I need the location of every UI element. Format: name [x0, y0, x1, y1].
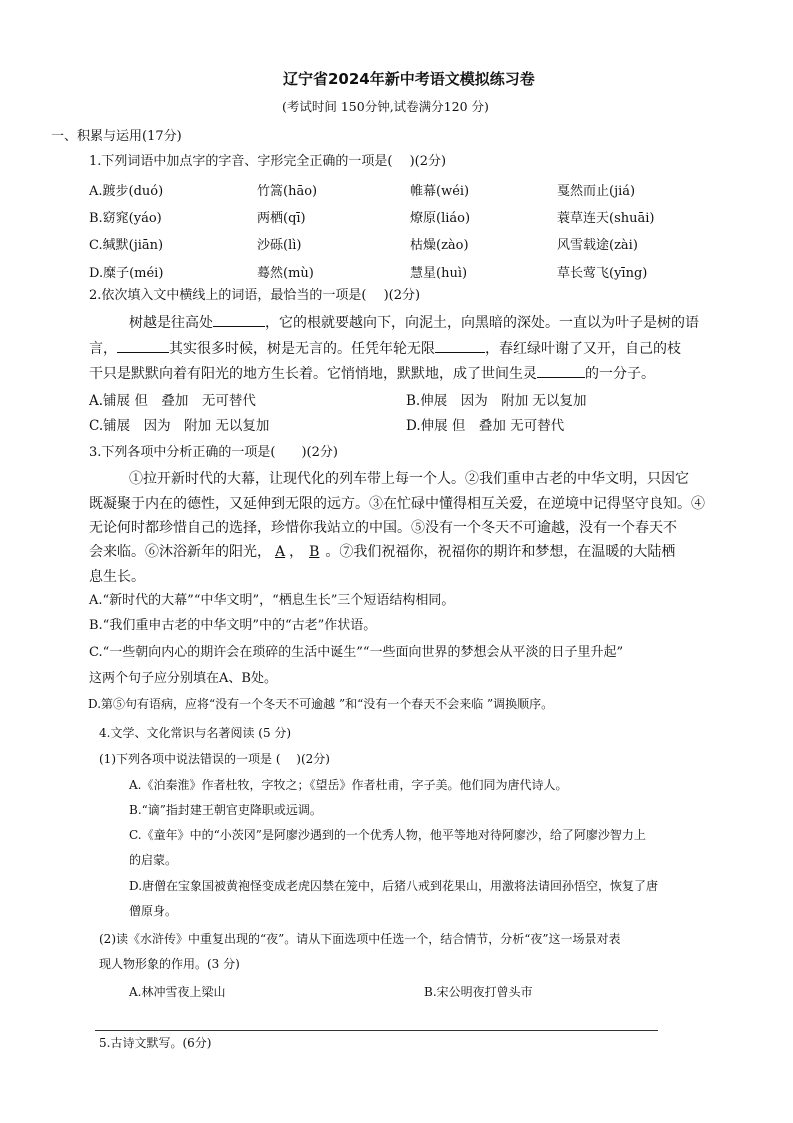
option-cell: 蓑草连天(shuāi) [557, 211, 655, 226]
option-b: B.宋公明夜打曾头市 [424, 985, 533, 999]
option-a: A.林冲雪夜上梁山 [129, 985, 226, 999]
section-heading: 一、积累与运用(17分) [51, 129, 182, 144]
option-cell: 戛然而止(jiá) [557, 184, 636, 199]
option-a: A.铺展 但 叠加 无可替代 [89, 393, 256, 409]
option-cell: 风雪载途(zài) [557, 238, 638, 253]
option-c: C.铺展 因为 附加 无以复加 [89, 418, 270, 434]
option-d: D.第⑤句有语病，应将“没有一个冬天不可逾越 ”和“没有一个春天不会来临 ”调换顺序。 [88, 697, 554, 711]
option-cell: 帷幕(wéi) [410, 184, 470, 199]
option-cell: 草长莺飞(yīng) [557, 266, 648, 281]
fill-blank [213, 314, 265, 327]
question-4-sub2-cont: 现人物形象的作用。(3 分) [99, 957, 240, 971]
passage-line [129, 312, 699, 332]
passage-text: 干只是默默向着有阳光的地方生长着。它悄悄地，默默地，成了世间生灵 [89, 366, 537, 382]
question-3-stem: 3.下列各项中分析正确的一项是( )(2分) [89, 445, 338, 460]
passage-text: ，春红绿叶谢了又开，自己的枝 [485, 341, 681, 357]
passage-text: 会来临。⑥沐浴新年的阳光， [89, 544, 271, 560]
blank-b: B [309, 544, 320, 560]
option-c: C.“一些朝向内心的期许会在琐碎的生活中诞生”“一些面向世界的梦想会从平淡的日子里升起” [89, 645, 624, 660]
passage-line: 无论何时都珍惜自己的选择，珍惜你我站立的中国。⑤没有一个冬天不可逾越，没有一个春天不 [89, 520, 677, 536]
passage-line: 息生长。 [89, 569, 145, 585]
option-c-cont: 这两个句子应分别填在A、B处。 [89, 671, 277, 686]
option-d: D.伸展 但 叠加 无可替代 [406, 418, 565, 434]
passage-text: 树越是往高处 [129, 315, 213, 331]
option-cell: 竹篙(hāo) [257, 184, 318, 199]
option-cell: C.缄默(jiān) [89, 238, 164, 253]
question-4-sub2: (2)读《水浒传》中重复出现的“夜”。请从下面选项中任选一个，结合情节，分析“夜”这一场景对表 [99, 932, 621, 946]
passage-text: 其实很多时候，树是无言的。任凭年轮无限 [169, 341, 435, 357]
option-d-cont: 僧原身。 [129, 904, 178, 918]
question-5-heading: 5.古诗文默写。(6分) [99, 1036, 212, 1050]
option-cell: 两栖(qī) [257, 211, 306, 226]
question-4-sub1: (1)下列各项中说法错误的一项是 ( )(2分) [99, 752, 330, 766]
passage-line: 既凝聚于内在的德性，又延伸到无限的远方。③在忙碌中懂得相互关爱，在逆境中记得坚守良知。④ [89, 496, 705, 512]
option-cell: D.糜子(méi) [89, 266, 164, 281]
option-cell: 燎原(liáo) [410, 211, 471, 226]
passage-text: 言， [89, 341, 117, 357]
option-c-cont: 的启蒙。 [129, 853, 178, 867]
passage-line: ①拉开新时代的大幕，让现代化的列车带上每一个人。②我们重申古老的中华文明，只因它 [129, 471, 689, 487]
option-cell: 慧星(huì) [410, 266, 468, 281]
passage-text: ， [289, 544, 304, 560]
passage-line [89, 363, 655, 383]
option-cell: A.踱步(duó) [89, 184, 164, 199]
option-a: A.《泊秦淮》作者杜牧，字牧之；《望岳》作者杜甫，字子美。他们同为唐代诗人。 [129, 778, 568, 792]
fill-blank [435, 340, 485, 353]
passage-text: 。⑦我们祝福你，祝福你的期许和梦想，在温暖的大陆栖 [325, 544, 676, 560]
option-b: B.“我们重申古老的中华文明”中的“古老”作状语。 [89, 618, 377, 633]
option-d: D.唐僧在宝象国被黄袍怪变成老虎囚禁在笼中，后猪八戒到花果山，用激将法请回孙悟空，恢复了唐 [129, 879, 659, 893]
passage-line [89, 541, 675, 561]
option-cell: 枯燥(zào) [410, 238, 469, 253]
option-b: B.伸展 因为 附加 无以复加 [406, 393, 587, 409]
page-subtitle: (考试时间 150分钟,试卷满分120 分) [282, 99, 489, 114]
fill-blank [117, 340, 169, 353]
page-title: 辽宁省2024年新中考语文模拟练习卷 [283, 70, 535, 88]
question-2-stem: 2.依次填入文中横线上的词语，最恰当的一项是( )(2分) [89, 288, 421, 303]
divider [95, 1030, 658, 1031]
option-b: B.“谪”指封建王朝官吏降职或远调。 [129, 803, 322, 817]
question-4-heading: 4.文学、文化常识与名著阅读 (5 分) [99, 726, 292, 740]
passage-text: ，它的根就要越向下，向泥土，向黑暗的深处。一直以为叶子是树的语 [265, 315, 699, 331]
fill-blank [537, 365, 585, 378]
passage-line [89, 338, 681, 358]
blank-a: A [275, 544, 286, 560]
option-cell: 沙砾(lì) [257, 238, 302, 253]
option-a: A.“新时代的大幕”“中华文明”，“栖息生长”三个短语结构相同。 [89, 593, 455, 608]
option-cell: B.窈窕(yáo) [89, 211, 162, 226]
option-c: C.《童年》中的“小茨冈”是阿廖沙遇到的一个优秀人物，他平等地对待阿廖沙，给了阿廖沙智力上 [129, 828, 646, 842]
passage-text: 的一分子。 [585, 366, 655, 382]
question-1-stem: 1.下列词语中加点字的字音、字形完全正确的一项是( )(2分) [89, 154, 447, 169]
option-cell: 蓦然(mù) [257, 266, 314, 281]
